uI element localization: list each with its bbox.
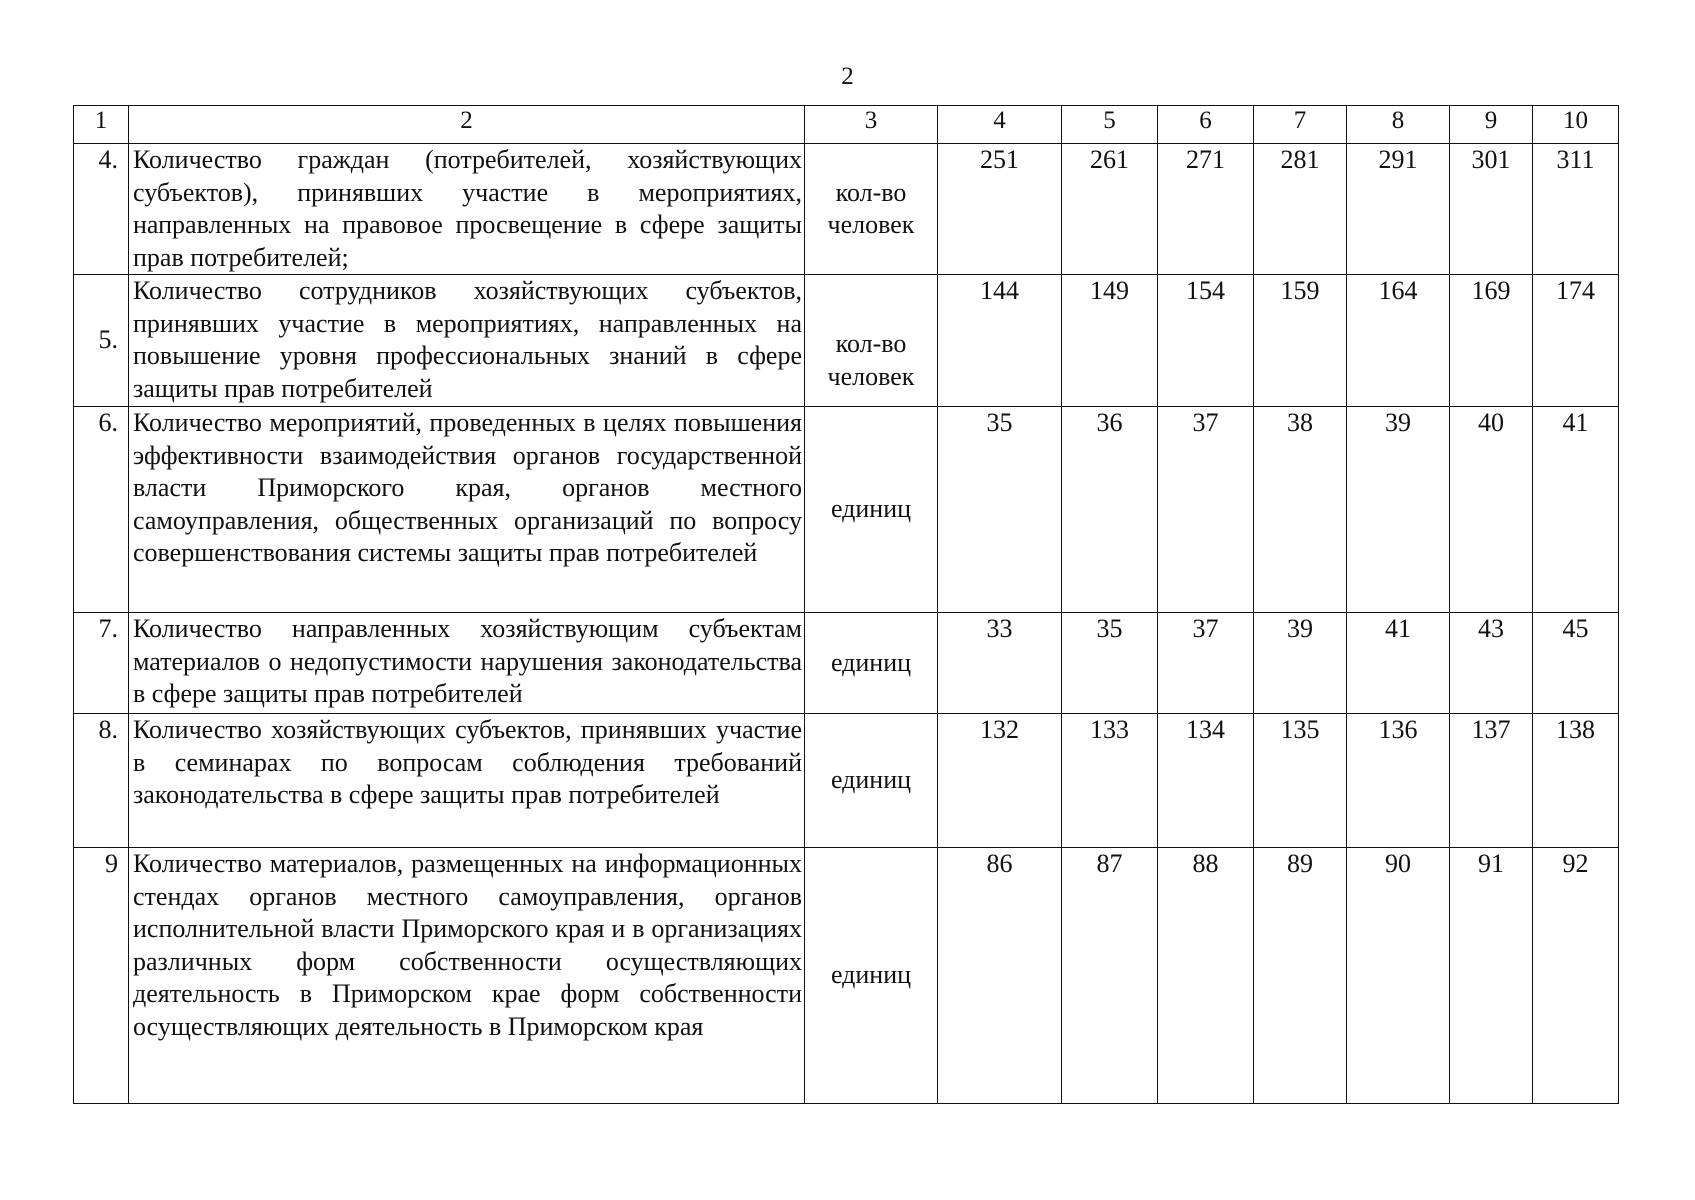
row-value: 88 (1158, 848, 1254, 1104)
row-number: 4. (74, 144, 129, 275)
row-value: 301 (1450, 144, 1533, 275)
row-value: 35 (1062, 613, 1158, 714)
row-value: 136 (1347, 714, 1450, 848)
table-row (74, 407, 1619, 613)
row-value: 251 (938, 144, 1062, 275)
row-unit: кол-во человек (805, 275, 938, 407)
row-value: 159 (1254, 275, 1347, 407)
row-value: 87 (1062, 848, 1158, 1104)
row-unit: кол-во человек (805, 144, 938, 275)
row-number: 6. (74, 407, 129, 613)
row-description: Количество граждан (потребителей, хозяйствующих субъектов), принявших участие в мероприятиях, направленных на правовое просвещение в сфере защиты прав потребителей; (129, 144, 805, 275)
row-value: 132 (938, 714, 1062, 848)
row-value: 164 (1347, 275, 1450, 407)
table-row (74, 275, 1619, 407)
header-cell: 6 (1158, 106, 1254, 144)
row-value: 133 (1062, 714, 1158, 848)
row-unit: единиц (805, 613, 938, 714)
header-cell: 2 (129, 106, 805, 144)
row-value: 40 (1450, 407, 1533, 613)
header-cell: 3 (805, 106, 938, 144)
row-value: 43 (1450, 613, 1533, 714)
row-description: Количество сотрудников хозяйствующих субъектов, принявших участие в мероприятиях, направленных на повышение уровня профессиональных знаний в сфере защиты прав потребителей (129, 275, 805, 407)
row-unit: единиц (805, 407, 938, 613)
row-value: 291 (1347, 144, 1450, 275)
row-value: 37 (1158, 407, 1254, 613)
row-value: 281 (1254, 144, 1347, 275)
row-value: 154 (1158, 275, 1254, 407)
row-value: 144 (938, 275, 1062, 407)
row-value: 89 (1254, 848, 1347, 1104)
row-value: 41 (1533, 407, 1619, 613)
row-number: 7. (74, 613, 129, 714)
row-value: 135 (1254, 714, 1347, 848)
row-value: 39 (1347, 407, 1450, 613)
row-value: 271 (1158, 144, 1254, 275)
row-value: 137 (1450, 714, 1533, 848)
row-value: 149 (1062, 275, 1158, 407)
header-cell: 9 (1450, 106, 1533, 144)
row-value: 138 (1533, 714, 1619, 848)
row-value: 311 (1533, 144, 1619, 275)
row-unit: единиц (805, 848, 938, 1104)
row-value: 37 (1158, 613, 1254, 714)
header-cell: 7 (1254, 106, 1347, 144)
row-value: 261 (1062, 144, 1158, 275)
row-value: 169 (1450, 275, 1533, 407)
row-value: 91 (1450, 848, 1533, 1104)
header-cell: 5 (1062, 106, 1158, 144)
table-row (74, 714, 1619, 848)
row-description: Количество материалов, размещенных на информационных стендах органов местного самоуправления, органов исполнительной власти Приморского края и в организациях различных форм собственности осуществляющих деятельность в Приморском крае форм собственности осуществляющих деятельность в Приморском края (129, 848, 805, 1104)
table-row (74, 613, 1619, 714)
table-header-row (74, 106, 1619, 144)
row-value: 36 (1062, 407, 1158, 613)
row-value: 174 (1533, 275, 1619, 407)
page-number: 2 (841, 63, 854, 90)
row-number: 5. (74, 275, 129, 407)
row-value: 45 (1533, 613, 1619, 714)
row-description: Количество направленных хозяйствующим субъектам материалов о недопустимости нарушения законодательства в сфере защиты прав потребителей (129, 613, 805, 714)
row-number: 8. (74, 714, 129, 848)
row-value: 92 (1533, 848, 1619, 1104)
row-value: 90 (1347, 848, 1450, 1104)
row-value: 86 (938, 848, 1062, 1104)
header-cell: 8 (1347, 106, 1450, 144)
row-description: Количество хозяйствующих субъектов, принявших участие в семинарах по вопросам соблюдения требований законодательства в сфере защиты прав потребителей (129, 714, 805, 848)
row-unit: единиц (805, 714, 938, 848)
indicators-table (73, 105, 1619, 1104)
header-cell: 10 (1533, 106, 1619, 144)
header-cell: 1 (74, 106, 129, 144)
table-row (74, 848, 1619, 1104)
row-value: 39 (1254, 613, 1347, 714)
row-value: 35 (938, 407, 1062, 613)
row-description: Количество мероприятий, проведенных в целях повышения эффективности взаимодействия органов государственной власти Приморского края, органов местного самоуправления, общественных организаций по вопросу совершенствования системы защиты прав потребителей (129, 407, 805, 613)
table-row (74, 144, 1619, 275)
row-number: 9 (74, 848, 129, 1104)
row-value: 33 (938, 613, 1062, 714)
row-value: 38 (1254, 407, 1347, 613)
header-cell: 4 (938, 106, 1062, 144)
row-value: 41 (1347, 613, 1450, 714)
row-value: 134 (1158, 714, 1254, 848)
